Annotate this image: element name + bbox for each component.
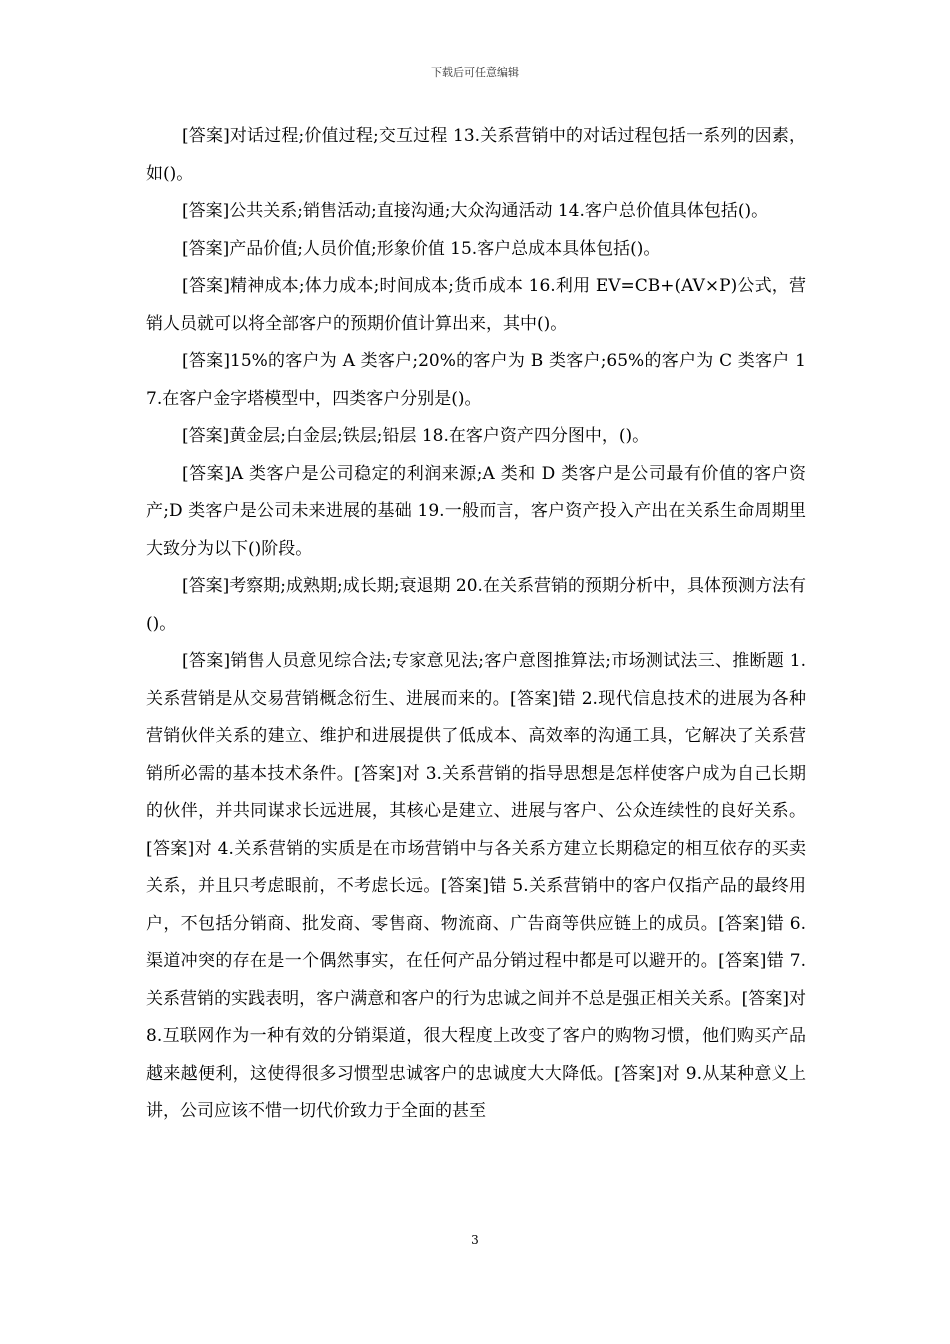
paragraph-1: [答案]对话过程;价值过程;交互过程 13.关系营销中的对话过程包括一系列的因素，如()。 bbox=[146, 126, 806, 184]
paragraph-7: [答案]A 类客户是公司稳定的利润来源;A 类和 D 类客户是公司最有价值的客户资产;D 类客户是公司未来进展的基础 19.一般而言，客户资产投入产出在关系生命周期里大致分为以下()阶段。 bbox=[146, 463, 806, 559]
paragraph-9: [答案]销售人员意见综合法;专家意见法;客户意图推算法;市场测试法三、推断题 1.关系营销是从交易营销概念衍生、进展而来的。[答案]错 2.现代信息技术的进展为各种营销伙伴关系的建立、维护和进展提供了低成本、高效率的沟通工具，它解决了关系营销所必需的基本技术条件。[答案]对 3.关系营销的指导思想是怎样使客户成为自己长期的伙伴，并共同谋求长远进展，其核心是建立、进展与客户、公众连续性的良好关系。[答案]对 4.关系营销的实质是在市场营销中与各关系方建立长期稳定的相互依存的买卖关系，并且只考虑眼前，不考虑长远。[答案]错 5.关系营销中的客户仅指产品的最终用户，不包括分销商、批发商、零售商、物流商、广告商等供应链上的成员。[答案]错 6.渠道冲突的存在是一个偶然事实，在任何产品分销过程中都是可以避开的。[答案]错 7.关系营销的实践表明，客户满意和客户的行为忠诚之间并不总是强正相关关系。[答案]对 8.互联网作为一种有效的分销渠道，很大程度上改变了客户的购物习惯，他们购买产品越来越便利，这使得很多习惯型忠诚客户的忠诚度大大降低。[答案]对 9.从某种意义上讲，公司应该不惜一切代价致力于全面的甚至 bbox=[146, 651, 806, 1121]
page-header bbox=[0, 66, 950, 80]
page-footer bbox=[0, 1233, 950, 1247]
paragraph-2: [答案]公共关系;销售活动;直接沟通;大众沟通活动 14.客户总价值具体包括()。 bbox=[182, 201, 769, 221]
paragraph-8: [答案]考察期;成熟期;成长期;衰退期 20.在关系营销的预期分析中，具体预测方法有()。 bbox=[146, 576, 806, 634]
page-number: 3 bbox=[471, 1233, 479, 1247]
paragraph-6: [答案]黄金层;白金层;铁层;铅层 18.在客户资产四分图中，()。 bbox=[182, 426, 650, 446]
paragraph-4: [答案]精神成本;体力成本;时间成本;货币成本 16.利用 EV=CB+(AV×P)公式，营销人员就可以将全部客户的预期价值计算出来，其中()。 bbox=[146, 276, 806, 334]
paragraph-5: [答案]15%的客户为 A 类客户;20%的客户为 B 类客户;65%的客户为 C 类客户 17.在客户金字塔模型中，四类客户分别是()。 bbox=[146, 351, 806, 409]
paragraph-3: [答案]产品价值;人员价值;形象价值 15.客户总成本具体包括()。 bbox=[182, 238, 661, 259]
header-text: 下载后可任意编辑 bbox=[431, 66, 519, 79]
document-body bbox=[146, 118, 806, 1131]
